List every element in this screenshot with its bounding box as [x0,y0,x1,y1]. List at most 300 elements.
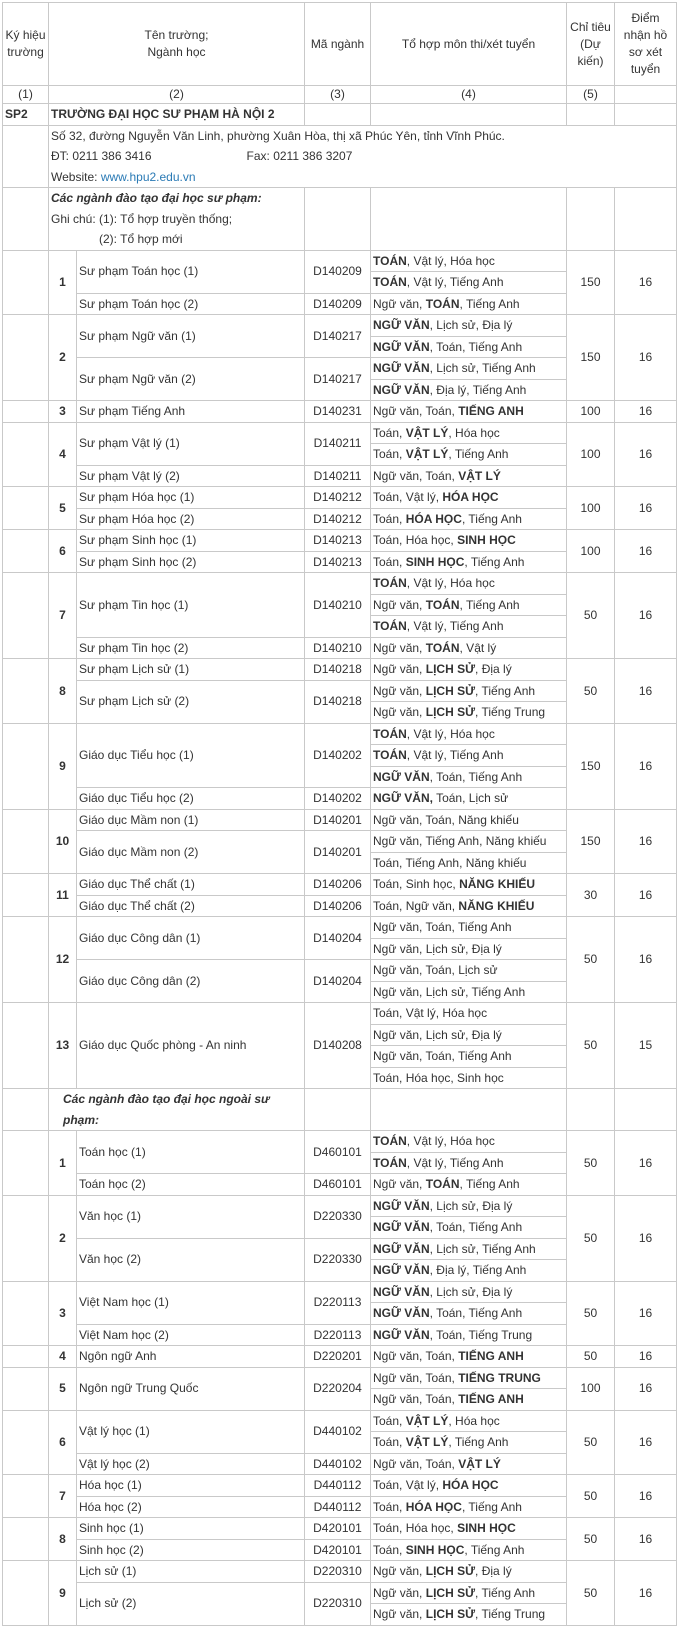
major-code: D140210 [305,573,371,638]
min-score: 16 [615,250,677,315]
section-pedagogy [49,188,305,251]
key-subject: TOÁN [425,597,460,612]
major-code: D140201 [305,809,371,831]
key-subject: VẬT LÝ [405,1435,449,1449]
major-code: D140206 [305,895,371,917]
subject-combo [371,358,567,380]
group-number: 10 [49,809,77,874]
subject-text: , Toán, Tiếng Anh [429,1306,523,1320]
school-code-cell [3,315,49,401]
quota: 150 [567,809,615,874]
subject-text: Ngữ văn, Lịch sử, Địa lý [373,1027,502,1042]
subject-combo [371,379,567,401]
admission-table-page [2,2,676,1621]
subject-text: , Tiếng Anh [461,511,522,526]
key-subject: HÓA HỌC [442,490,499,504]
website-label: Website: [51,169,101,184]
subject-combo [371,1389,567,1411]
major-name: Hóa học (2) [77,1496,305,1518]
subject-combo [371,1238,567,1260]
subject-text: Ngữ văn, [373,597,426,612]
quota: 30 [567,874,615,917]
min-score: 15 [615,1003,677,1089]
major-code: D220201 [305,1346,371,1368]
subject-combo [371,1518,567,1540]
group-number: 8 [49,659,77,724]
subject-combo [371,1410,567,1432]
subject-combo [371,551,567,573]
subject-text: , Địa lý, Tiếng Anh [429,382,527,397]
major-code: D220113 [305,1281,371,1324]
subject-text: Ngữ văn, Toán, [373,1392,459,1406]
major-name: Giáo dục Công dân (2) [77,960,305,1003]
key-subject: SINH HỌC [457,1521,516,1535]
major-code: D440102 [305,1453,371,1475]
subject-text: , Toán, Tiếng Anh [429,1220,523,1234]
subject-text: , Lịch sử, Địa lý [429,1284,513,1299]
subject-text: Toán, [373,511,406,526]
subject-text: , Vật lý [459,640,497,655]
subject-combo [371,336,567,358]
key-subject: NGỮ VĂN [373,769,430,784]
key-subject: TOÁN [373,1134,407,1148]
subject-text: Toán, [373,1413,406,1428]
subject-text: , Vật lý, Hóa học [406,253,495,268]
major-name: Sư phạm Vật lý (2) [77,465,305,487]
subject-combo [371,745,567,767]
subject-combo [371,1024,567,1046]
major-name: Toán học (2) [77,1174,305,1196]
major-code: D140212 [305,508,371,530]
group-number: 13 [49,1003,77,1089]
quota: 50 [567,1410,615,1475]
group-number: 4 [49,422,77,487]
website-link[interactable]: www.hpu2.edu.vn [100,169,196,184]
section-non-pedagogy-row [3,1089,677,1131]
subject-text: Toán, [373,1435,406,1449]
subject-combo [371,487,567,509]
major-name: Sư phạm Tiếng Anh [77,401,305,423]
key-subject: SINH HỌC [405,554,465,569]
min-score: 16 [615,1131,677,1196]
school-contact [51,146,674,167]
subject-combo [371,1367,567,1389]
subject-combo [371,766,567,788]
major-code: D140204 [305,917,371,960]
major-code: D460101 [305,1131,371,1174]
min-score: 16 [615,917,677,1003]
min-score: 16 [615,1561,677,1626]
min-score: 16 [615,809,677,874]
header-name-line1: Tên trường; [144,28,209,42]
header-quota: Chỉ tiêu (Dự kiến) [567,3,615,86]
group-number: 2 [49,315,77,401]
major-name: Sư phạm Ngữ văn (1) [77,315,305,358]
major-code: D140231 [305,401,371,423]
header-major-code: Mã ngành [305,3,371,86]
quota: 100 [567,1367,615,1410]
subject-combo [371,1195,567,1217]
key-subject: LỊCH SỬ [425,705,476,719]
quota: 50 [567,659,615,724]
key-subject: LỊCH SỬ [425,1564,476,1578]
major-row [3,809,677,831]
key-subject: TIẾNG ANH [458,1392,524,1406]
major-row [3,1518,677,1540]
school-code-cell [3,1195,49,1281]
subject-combo [371,1475,567,1497]
school-code-cell [3,1131,49,1196]
subject-text: , Địa lý [475,1564,512,1578]
min-score: 16 [615,1475,677,1518]
major-row [3,917,677,939]
major-name: Việt Nam học (2) [77,1324,305,1346]
major-name: Sư phạm Hóa học (1) [77,487,305,509]
quota: 150 [567,315,615,401]
school-phone: ĐT: 0211 386 3416 [51,149,152,163]
school-code-cell [3,723,49,809]
quota: 50 [567,1131,615,1196]
major-code: D140202 [305,788,371,810]
subject-text: Ngữ văn, Toán, Năng khiếu [373,812,519,827]
key-subject: VẬT LÝ [405,1413,449,1428]
key-subject: NGỮ VĂN [373,1198,430,1213]
subject-text: Toán, Vật lý, Hóa học [373,1006,488,1020]
subject-text: , Lịch sử, Địa lý [429,1198,513,1213]
school-website [51,167,674,188]
key-subject: NGỮ VĂN [373,1327,430,1342]
section-pedagogy-row [3,188,677,251]
subject-text: Ngữ văn, Lịch sử, Địa lý [373,941,502,956]
major-row [3,250,677,272]
major-row [3,1003,677,1025]
school-name: TRƯỜNG ĐẠI HỌC SƯ PHẠM HÀ NỘI 2 [49,104,305,126]
min-score: 16 [615,1281,677,1346]
key-subject: NGỮ VĂN [373,1306,430,1320]
subject-combo [371,1496,567,1518]
major-code: D440112 [305,1496,371,1518]
subject-text: Toán, [373,554,406,569]
group-number: 9 [49,1561,77,1626]
major-name: Lịch sử (2) [77,1582,305,1625]
major-row [3,573,677,595]
major-row [3,1561,677,1583]
quota: 50 [567,1195,615,1281]
subject-text: , Tiếng Trung [475,705,546,719]
subject-text: Ngữ văn, [373,640,426,655]
major-row [3,315,677,337]
school-code-cell [3,1346,49,1368]
major-code: D140209 [305,293,371,315]
quota: 100 [567,422,615,487]
subject-text: Ngữ văn, Lịch sử, Tiếng Anh [373,984,526,999]
subject-combo [371,422,567,444]
header-row [3,3,677,86]
major-row [3,1475,677,1497]
subject-text: , Tiếng Anh [475,1585,536,1600]
major-row [3,1346,677,1368]
section-note-2: (2): Tổ hợp mới [99,232,183,246]
major-code: D220330 [305,1238,371,1281]
subject-combo [371,895,567,917]
major-code: D420101 [305,1518,371,1540]
subject-text: , Lịch sử, Tiếng Anh [429,361,536,375]
key-subject: VẬT LÝ [458,468,501,483]
subject-combo [371,1324,567,1346]
school-code-cell [3,530,49,573]
major-row [3,487,677,509]
quota: 50 [567,1281,615,1346]
major-code: D140201 [305,831,371,874]
key-subject: LỊCH SỬ [425,683,476,698]
min-score: 16 [615,1410,677,1475]
subject-combo [371,1303,567,1325]
school-code: SP2 [3,104,49,126]
key-subject: NGỮ VĂN [373,1263,430,1277]
major-code: D140209 [305,250,371,293]
min-score: 16 [615,723,677,809]
major-code: D140213 [305,530,371,552]
key-subject: LỊCH SỬ [425,1607,476,1621]
subject-text: Ngữ văn, [373,1607,426,1621]
major-name: Sinh học (1) [77,1518,305,1540]
school-code-cell [3,487,49,530]
quota: 100 [567,401,615,423]
subject-combo [371,1604,567,1626]
major-code: D140217 [305,315,371,358]
key-subject: NGỮ VĂN [373,1220,430,1234]
subject-combo [371,1582,567,1604]
subject-combo [371,616,567,638]
key-subject: VẬT LÝ [458,1456,501,1471]
subject-combo [371,874,567,896]
key-subject: TOÁN [425,296,460,311]
major-name: Giáo dục Mầm non (2) [77,831,305,874]
subject-text: , Tiếng Anh [459,597,520,612]
subject-text: , Vật lý, Hóa học [406,1134,495,1148]
major-code: D220204 [305,1367,371,1410]
major-row [3,1131,677,1153]
key-subject: NGỮ VĂN [373,1284,430,1299]
group-number: 2 [49,1195,77,1281]
subject-combo [371,594,567,616]
group-number: 8 [49,1518,77,1561]
subject-text: , Tiếng Anh [475,683,536,698]
subject-text: , Vật lý, Tiếng Anh [406,1155,504,1170]
school-code-cell [3,573,49,659]
major-name: Sư phạm Hóa học (2) [77,508,305,530]
subject-text: , Lịch sử, Địa lý [429,318,513,332]
header-code: Ký hiệu trường [3,3,49,86]
key-subject: NGỮ VĂN, [373,791,433,805]
major-name: Sư phạm Vật lý (1) [77,422,305,465]
min-score: 16 [615,659,677,724]
major-code: D140202 [305,723,371,788]
subject-combo [371,272,567,294]
major-code: D140217 [305,358,371,401]
key-subject: TOÁN [373,1155,407,1170]
group-number: 3 [49,1281,77,1346]
key-subject: SINH HỌC [405,1542,465,1557]
school-code-cell [3,659,49,724]
major-code: D220310 [305,1582,371,1625]
major-row [3,1410,677,1432]
major-name: Vật lý học (2) [77,1453,305,1475]
subject-combo [371,293,567,315]
subject-combo [371,1281,567,1303]
subject-text: Ngữ văn, [373,662,426,676]
quota: 50 [567,1475,615,1518]
subject-text: , Vật lý, Tiếng Anh [406,619,504,633]
subject-combo [371,465,567,487]
major-name: Việt Nam học (1) [77,1281,305,1324]
subject-text: Ngữ văn, [373,705,426,719]
major-name: Giáo dục Tiểu học (2) [77,788,305,810]
quota: 50 [567,573,615,659]
subject-text: , Vật lý, Hóa học [406,576,495,590]
subject-text: Toán, Vật lý, [373,490,443,504]
section-non-pedagogy-title: Các ngành đào tạo đại học ngoài sư phạm: [49,1089,305,1131]
subject-combo [371,250,567,272]
key-subject: HÓA HỌC [442,1478,499,1492]
major-code: D420101 [305,1539,371,1561]
major-name: Sư phạm Sinh học (1) [77,530,305,552]
school-code-cell [3,1367,49,1410]
subject-combo [371,938,567,960]
major-code: D440102 [305,1410,371,1453]
school-info [49,125,677,188]
col-index-4: (4) [371,86,567,104]
major-name: Ngôn ngữ Anh [77,1346,305,1368]
subject-text: Ngữ văn, [373,1585,426,1600]
key-subject: NGỮ VĂN [373,382,430,397]
key-subject: TOÁN [425,640,460,655]
subject-text: , Lịch sử, Tiếng Anh [429,1241,536,1256]
key-subject: NGỮ VĂN [373,1241,430,1256]
major-row [3,874,677,896]
major-name: Giáo dục Quốc phòng - An ninh [77,1003,305,1089]
subject-text: , Tiếng Anh [459,1177,520,1191]
quota: 100 [567,530,615,573]
subject-combo [371,702,567,724]
major-name: Sư phạm Tin học (2) [77,637,305,659]
min-score: 16 [615,1367,677,1410]
school-info-row [3,125,677,188]
subject-combo [371,1152,567,1174]
quota: 50 [567,1346,615,1368]
subject-text: Toán, Hóa học, [373,1521,458,1535]
major-name: Lịch sử (1) [77,1561,305,1583]
group-number: 5 [49,1367,77,1410]
major-code: D140211 [305,422,371,465]
school-code-cell [3,422,49,487]
group-number: 3 [49,401,77,423]
group-number: 7 [49,573,77,659]
subject-text: Toán, Ngữ văn, [373,898,459,913]
major-row [3,723,677,745]
key-subject: TOÁN [373,576,407,590]
subject-text: Toán, Tiếng Anh, Năng khiếu [373,855,527,870]
subject-text: , Tiếng Anh [461,1499,522,1514]
quota: 150 [567,723,615,809]
major-name: Sinh học (2) [77,1539,305,1561]
subject-text: , Toán, Tiếng Anh [429,769,523,784]
subject-combo [371,573,567,595]
subject-combo [371,508,567,530]
subject-text: Toán, [373,1542,406,1557]
subject-text: Ngữ văn, Tiếng Anh, Năng khiếu [373,834,547,848]
subject-text: Ngữ văn, Toán, [373,1456,459,1471]
group-number: 7 [49,1475,77,1518]
major-row [3,422,677,444]
major-code: D140210 [305,637,371,659]
major-code: D140212 [305,487,371,509]
major-name: Giáo dục Thể chất (1) [77,874,305,896]
subject-text: , Tiếng Anh [464,1542,525,1557]
group-number: 6 [49,1410,77,1475]
min-score: 16 [615,1195,677,1281]
major-code: D140211 [305,465,371,487]
school-address: Số 32, đường Nguyễn Văn Linh, phường Xuân Hòa, thị xã Phúc Yên, tỉnh Vĩnh Phúc. [51,128,505,143]
subject-combo [371,1174,567,1196]
major-code: D140208 [305,1003,371,1089]
subject-text: Ngữ văn, Toán, Tiếng Anh [373,1049,512,1063]
group-number: 5 [49,487,77,530]
major-code: D220310 [305,1561,371,1583]
subject-text: Ngữ văn, [373,1564,426,1578]
major-name: Sư phạm Toán học (1) [77,250,305,293]
quota: 50 [567,1561,615,1626]
major-name: Văn học (2) [77,1238,305,1281]
subject-text: Toán, [373,1499,406,1514]
key-subject: HÓA HỌC [405,1499,462,1514]
school-name-row [3,104,677,126]
school-fax: Fax: 0211 386 3207 [246,149,353,163]
school-code-cell [3,401,49,423]
subject-combo [371,659,567,681]
major-code: D220330 [305,1195,371,1238]
major-name: Sư phạm Toán học (2) [77,293,305,315]
subject-combo [371,680,567,702]
min-score: 16 [615,422,677,487]
subject-combo [371,809,567,831]
subject-text: , Tiếng Anh [464,554,525,569]
subject-text: , Tiếng Anh [459,296,520,311]
major-code: D140213 [305,551,371,573]
major-code: D140218 [305,659,371,681]
major-row [3,1367,677,1389]
header-combo: Tổ hợp môn thi/xét tuyển [371,3,567,86]
quota: 150 [567,250,615,315]
subject-combo [371,401,567,423]
header-name-line2: Ngành học [147,45,206,59]
subject-text: , Địa lý, Tiếng Anh [429,1263,527,1277]
major-code: D140206 [305,874,371,896]
subject-combo [371,1067,567,1089]
subject-combo [371,530,567,552]
major-name: Ngôn ngữ Trung Quốc [77,1367,305,1410]
subject-text: Toán, Hóa học, Sinh học [373,1070,504,1085]
header-score: Điểm nhận hồ sơ xét tuyển [615,3,677,86]
major-name: Giáo dục Thể chất (2) [77,895,305,917]
key-subject: TOÁN [373,619,407,633]
subject-text: Toán, Hóa học, [373,533,458,547]
school-code-cell [3,1003,49,1089]
quota: 50 [567,1003,615,1089]
subject-combo [371,1453,567,1475]
school-code-cell [3,1475,49,1518]
major-name: Sư phạm Ngữ văn (2) [77,358,305,401]
